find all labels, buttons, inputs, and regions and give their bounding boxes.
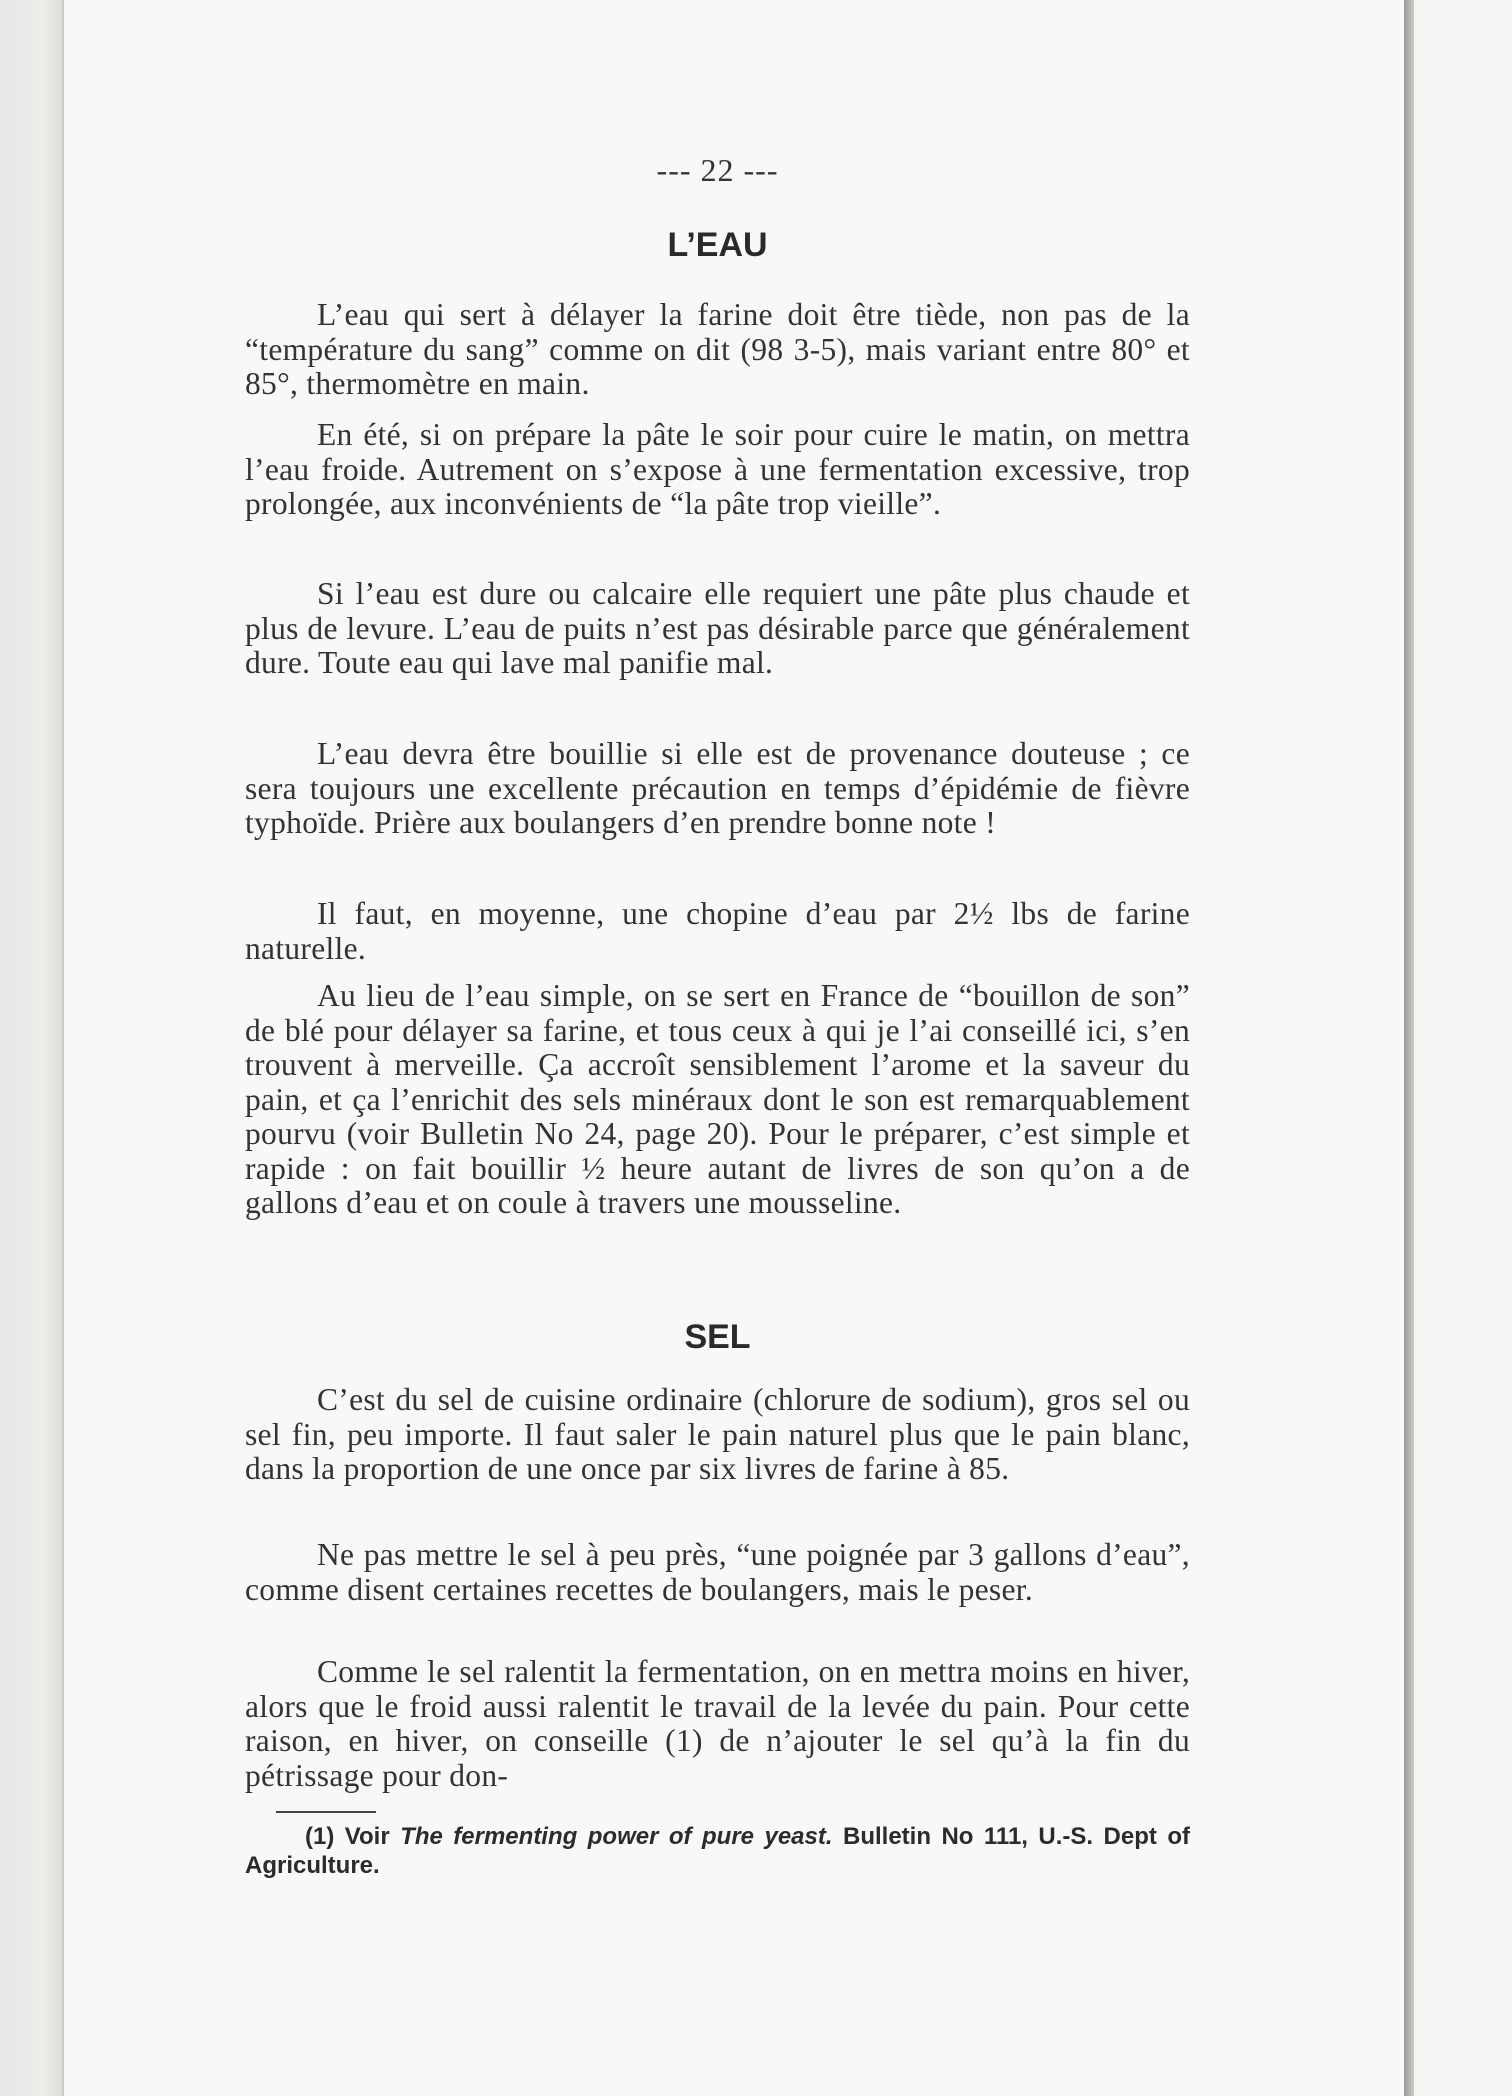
- adjacent-page-strip: [1414, 0, 1512, 2096]
- paragraph: Si l’eau est dure ou calcaire elle requiert une pâte plus chaude et plus de levure. L’eau de puits n’est pas désirable parce que généralement dure. Toute eau qui lave mal panifie mal.: [245, 576, 1190, 680]
- paragraph: En été, si on prépare la pâte le soir pour cuire le matin, on mettra l’eau froide. Autrement on s’expose à une fermentation excessive, trop prolongée, aux inconvénients de “la pâte trop vieille”.: [245, 417, 1190, 521]
- paragraph: Au lieu de l’eau simple, on se sert en France de “bouillon de son” de blé pour délayer sa farine, et tous ceux à qui je l’ai conseillé ici, s’en trouvent à merveille. Ça accroît sensiblement l’arome et la saveur du pain, et ça l’enrichit des sels minéraux dont le son est remarquablement pourvu (voir Bulletin No 24, page 20). Pour le préparer, c’est simple et rapide : on fait bouillir ½ heure autant de livres de son qu’on a de gallons d’eau et on coule à travers une mousseline.: [245, 978, 1190, 1220]
- footnote-divider: [276, 1811, 376, 1813]
- section-heading-eau: L’EAU: [667, 226, 768, 264]
- footnote-suffix: Bulletin No 111, U.-S. Dept of Agriculture.: [245, 1823, 1191, 1879]
- page-number: --- 22 ---: [656, 152, 779, 188]
- scan-left-margin: [0, 0, 62, 2096]
- footnote: [245, 1822, 1190, 1880]
- paragraph: Ne pas mettre le sel à peu près, “une poignée par 3 gallons d’eau”, comme disent certaines recettes de boulangers, mais le peser.: [245, 1537, 1190, 1607]
- paragraph: Il faut, en moyenne, une chopine d’eau par 2½ lbs de farine naturelle.: [245, 896, 1190, 966]
- page-edge-shadow: [1404, 0, 1414, 2096]
- section-heading-sel: SEL: [684, 1318, 751, 1356]
- paragraph: L’eau devra être bouillie si elle est de provenance douteuse ; ce sera toujours une excellente précaution en temps d’épidémie de fièvre typhoïde. Prière aux boulangers d’en prendre bonne note !: [245, 736, 1190, 840]
- paragraph: L’eau qui sert à délayer la farine doit être tiède, non pas de la “température du sang” comme on dit (98 3-5), mais variant entre 80° et 85°, thermomètre en main.: [245, 297, 1190, 401]
- paragraph: Comme le sel ralentit la fermentation, on en mettra moins en hiver, alors que le froid aussi ralentit le travail de la levée du pain. Pour cette raison, en hiver, on conseille (1) de n’ajouter le sel qu’à la fin du pétrissage pour don-: [245, 1654, 1190, 1793]
- paragraph: C’est du sel de cuisine ordinaire (chlorure de sodium), gros sel ou sel fin, peu importe. Il faut saler le pain naturel plus que le pain blanc, dans la proportion de une once par six livres de farine à 85.: [245, 1382, 1190, 1486]
- footnote-title: The fermenting power of pure yeast.: [400, 1823, 833, 1850]
- footnote-prefix: (1) Voir: [305, 1823, 401, 1850]
